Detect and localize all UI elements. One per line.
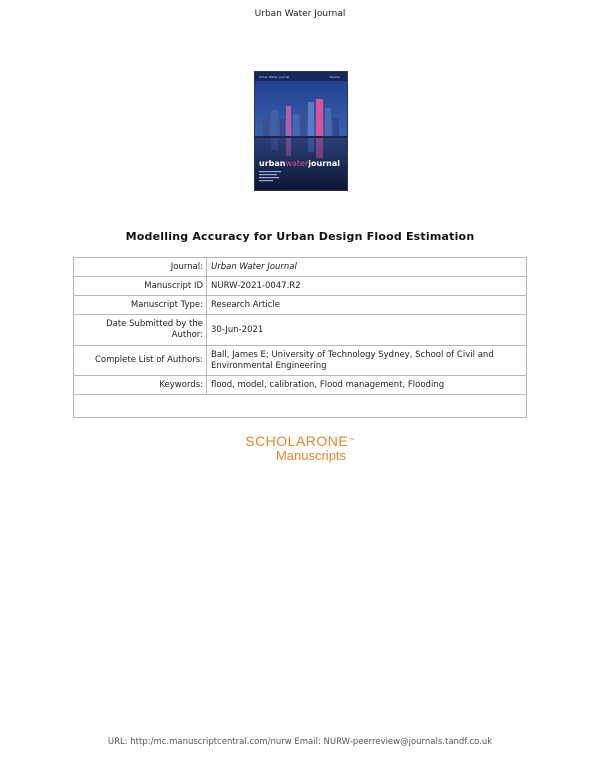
logo-line2: Manuscripts <box>275 448 347 463</box>
manuscript-metadata-table <box>73 257 527 418</box>
cover-wordmark-water: water <box>285 159 309 168</box>
footer-contact: URL: http:/mc.manuscriptcentral.com/nurw Email: NURW-peerreview@journals.tandf.co.uk <box>107 737 493 747</box>
journal-value: Urban Water Journal <box>207 258 527 277</box>
table-row <box>74 258 527 277</box>
date-submitted-label: Date Submitted by the Author: <box>74 315 207 346</box>
authors-value: Ball, James E; University of Technology Sydney, School of Civil and Environmental Engineering <box>207 346 527 376</box>
keywords-value: flood, model, calibration, Flood management, Flooding <box>207 376 527 395</box>
date-submitted-value: 30-Jun-2021 <box>207 315 527 346</box>
manuscript-type-label: Manuscript Type: <box>74 296 207 315</box>
logo-line1: SCHOLARONE <box>245 433 349 449</box>
cover-wordmark-journal: journal <box>308 159 340 168</box>
running-header: Urban Water Journal <box>254 9 346 19</box>
table-row <box>74 395 527 418</box>
keywords-label: Keywords: <box>74 376 207 395</box>
table-row <box>74 296 527 315</box>
table-row <box>74 376 527 395</box>
scholarone-logo <box>0 433 600 463</box>
manuscript-id-value: NURW-2021-0047.R2 <box>207 277 527 296</box>
manuscript-title: Modelling Accuracy for Urban Design Flood Estimation <box>125 230 475 243</box>
authors-label: Complete List of Authors: <box>74 346 207 376</box>
cover-wordmark-urban: urban <box>259 159 286 168</box>
cover-banner-right: Volume <box>329 75 341 79</box>
table-row <box>74 315 527 346</box>
cover-banner-left: Urban Water Journal <box>259 75 290 79</box>
journal-cover-image <box>254 71 348 191</box>
journal-label: Journal: <box>74 258 207 277</box>
logo-trademark: ™ <box>348 438 355 444</box>
table-row <box>74 346 527 376</box>
table-row <box>74 277 527 296</box>
manuscript-type-value: Research Article <box>207 296 527 315</box>
svg-text:urbanwaterjournal <box>259 159 340 168</box>
manuscript-id-label: Manuscript ID <box>74 277 207 296</box>
empty-cell <box>74 395 527 418</box>
